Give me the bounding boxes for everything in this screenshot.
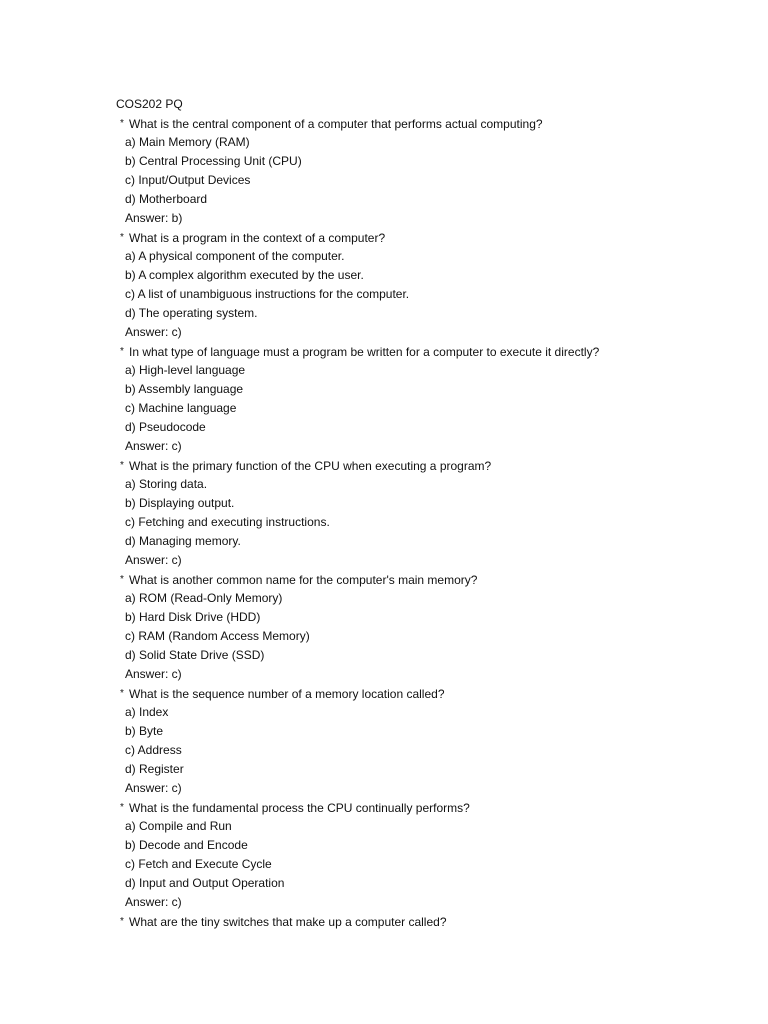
option-line: d) Pseudocode <box>125 420 206 434</box>
question-block <box>116 114 736 228</box>
question-text: What is the sequence number of a memory location called? <box>129 687 445 701</box>
question-text: In what type of language must a program be written for a computer to execute it directly? <box>129 345 600 359</box>
question-text: What is the fundamental process the CPU continually performs? <box>129 801 470 815</box>
option-line: c) RAM (Random Access Memory) <box>125 629 310 643</box>
answer-line: Answer: c) <box>125 895 182 909</box>
question-text: What is the primary function of the CPU when executing a program? <box>129 459 492 473</box>
option-line: a) Storing data. <box>125 477 208 491</box>
option-line: c) Machine language <box>125 401 237 415</box>
question-block <box>116 570 736 684</box>
option-line: d) Solid State Drive (SSD) <box>125 648 265 662</box>
option-line: c) Address <box>125 743 182 757</box>
answer-line: Answer: c) <box>125 667 182 681</box>
bullet-asterisk: * <box>120 916 124 927</box>
option-line: b) A complex algorithm executed by the user. <box>125 268 364 282</box>
option-line: b) Central Processing Unit (CPU) <box>125 154 302 168</box>
option-line: a) Index <box>125 705 169 719</box>
option-line: a) Compile and Run <box>125 819 232 833</box>
option-line: d) The operating system. <box>125 306 258 320</box>
question-block <box>116 342 736 456</box>
option-line: c) A list of unambiguous instructions for the computer. <box>125 287 410 301</box>
answer-line: Answer: b) <box>125 211 183 225</box>
option-line: b) Byte <box>125 724 164 738</box>
bullet-asterisk: * <box>120 118 124 129</box>
question-block <box>116 798 736 912</box>
answer-line: Answer: c) <box>125 439 182 453</box>
question-line <box>116 912 736 931</box>
document-body <box>116 95 736 931</box>
option-line: d) Input and Output Operation <box>125 876 285 890</box>
question-block <box>116 684 736 798</box>
question-text: What are the tiny switches that make up a computer called? <box>129 915 447 929</box>
option-line: c) Fetching and executing instructions. <box>125 515 330 529</box>
option-line: b) Assembly language <box>125 382 244 396</box>
option-line: a) A physical component of the computer. <box>125 249 345 263</box>
question-text: What is a program in the context of a computer? <box>129 231 386 245</box>
answer-line: Answer: c) <box>125 781 182 795</box>
question-line <box>116 342 736 361</box>
option-line: b) Hard Disk Drive (HDD) <box>125 610 261 624</box>
answer-line: Answer: c) <box>125 553 182 567</box>
option-line: a) Main Memory (RAM) <box>125 135 250 149</box>
option-line: c) Fetch and Execute Cycle <box>125 857 272 871</box>
question-block <box>116 456 736 570</box>
option-line: d) Motherboard <box>125 192 208 206</box>
question-line <box>116 228 736 247</box>
option-line: b) Displaying output. <box>125 496 235 510</box>
question-block <box>116 912 736 931</box>
option-line: c) Input/Output Devices <box>125 173 251 187</box>
question-line <box>116 570 736 589</box>
document-title: COS202 PQ <box>116 97 183 111</box>
question-line <box>116 684 736 703</box>
question-block <box>116 228 736 342</box>
option-line: a) High-level language <box>125 363 246 377</box>
bullet-asterisk: * <box>120 460 124 471</box>
bullet-asterisk: * <box>120 346 124 357</box>
question-text: What is the central component of a computer that performs actual computing? <box>129 117 543 131</box>
question-text: What is another common name for the computer's main memory? <box>129 573 478 587</box>
bullet-asterisk: * <box>120 232 124 243</box>
bullet-asterisk: * <box>120 688 124 699</box>
answer-line: Answer: c) <box>125 325 182 339</box>
option-line: a) ROM (Read-Only Memory) <box>125 591 283 605</box>
question-list <box>116 114 736 931</box>
bullet-asterisk: * <box>120 574 124 585</box>
bullet-asterisk: * <box>120 802 124 813</box>
question-line <box>116 798 736 817</box>
option-line: d) Managing memory. <box>125 534 241 548</box>
question-line <box>116 114 736 133</box>
option-line: b) Decode and Encode <box>125 838 248 852</box>
option-line: d) Register <box>125 762 184 776</box>
question-line <box>116 456 736 475</box>
